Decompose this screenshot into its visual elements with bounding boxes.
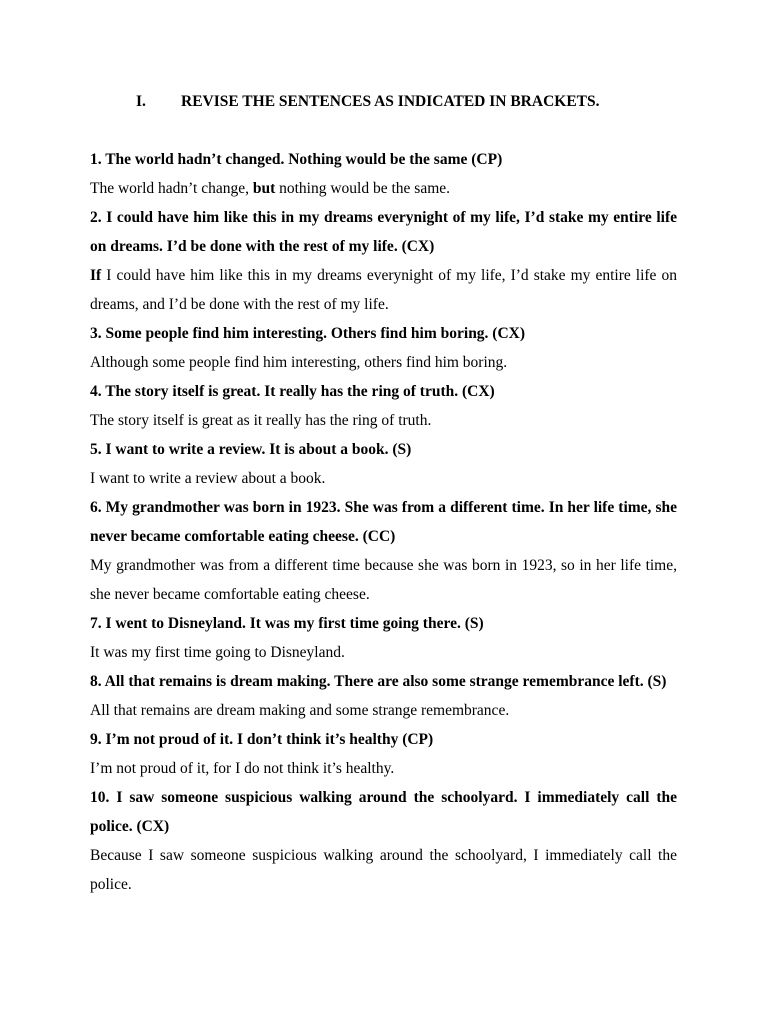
exercise-list	[90, 145, 677, 899]
question-8: 8. All that remains is dream making. There are also some strange remembrance left. (S)	[90, 673, 667, 690]
answer-8: All that remains are dream making and some strange remembrance.	[90, 702, 510, 719]
question-6: 6. My grandmother was born in 1923. She was from a different time. In her life time, she never became comfortable eating cheese. (CC)	[90, 499, 677, 545]
section-title: REVISE THE SENTENCES AS INDICATED IN BRACKETS.	[181, 93, 600, 110]
answer-1-text-start: The world hadn’t change,	[90, 180, 253, 197]
question-4: 4. The story itself is great. It really has the ring of truth. (CX)	[90, 383, 495, 400]
answer-6: My grandmother was from a different time because she was born in 1923, so in her life time, she never became comfortable eating cheese.	[90, 557, 677, 603]
answer-5: I want to write a review about a book.	[90, 470, 326, 487]
answer-1-conjunction: but	[252, 180, 276, 197]
answer-3: Although some people find him interesting, others find him boring.	[90, 354, 508, 371]
answer-9: I’m not proud of it, for I do not think it’s healthy.	[90, 760, 395, 777]
section-heading	[0, 93, 768, 115]
answer-10: Because I saw someone suspicious walking around the schoolyard, I immediately call the police.	[90, 847, 677, 893]
answer-2-conjunction: If	[90, 267, 102, 284]
answer-7: It was my first time going to Disneyland.	[90, 644, 345, 661]
question-5: 5. I want to write a review. It is about a book. (S)	[90, 441, 412, 458]
answer-1-text-end: nothing would be the same.	[275, 180, 451, 197]
question-10: 10. I saw someone suspicious walking around the schoolyard. I immediately call the police. (CX)	[90, 789, 677, 835]
question-7: 7. I went to Disneyland. It was my first time going there. (S)	[90, 615, 484, 632]
answer-4: The story itself is great as it really has the ring of truth.	[90, 412, 432, 429]
question-1: 1. The world hadn’t changed. Nothing would be the same (CP)	[90, 151, 503, 168]
question-2: 2. I could have him like this in my dreams everynight of my life, I’d stake my entire life on dreams. I’d be done with the rest of my life. (CX)	[90, 209, 677, 255]
answer-2	[90, 261, 677, 319]
answer-1	[90, 174, 677, 203]
question-3: 3. Some people find him interesting. Others find him boring. (CX)	[90, 325, 526, 342]
question-9: 9. I’m not proud of it. I don’t think it’s healthy (CP)	[90, 731, 434, 748]
answer-2-text: I could have him like this in my dreams everynight of my life, I’d stake my entire life on dreams, and I’d be done with the rest of my life.	[90, 267, 677, 313]
section-number: I.	[136, 93, 146, 110]
